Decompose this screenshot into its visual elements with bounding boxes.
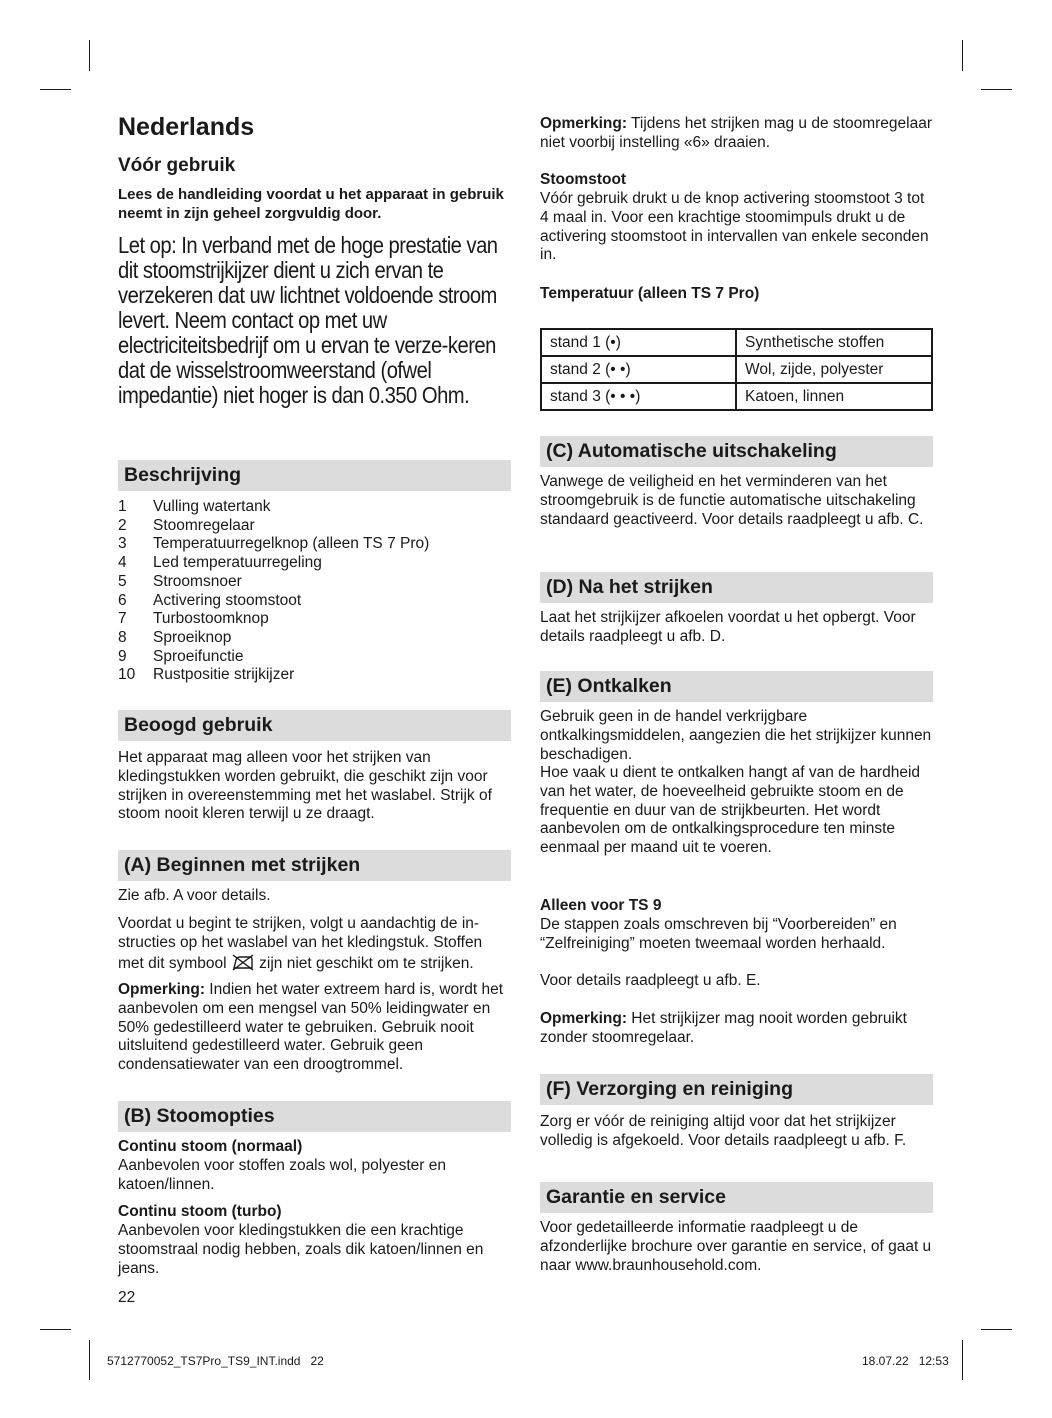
crop-mark: [89, 40, 90, 71]
temp-fabric: Synthetische stoffen: [736, 329, 932, 356]
temp-setting: stand 3 (• • •): [541, 383, 736, 410]
item-number: 9: [118, 647, 127, 665]
intro-bold-text: Lees de handleiding voordat u het apparaat in gebruik neemt in zijn geheel zorgvuldig door.: [118, 186, 504, 222]
ontkalken-text1: Gebruik geen in de handel verkrijgbare ontkalkingsmiddelen, aangezien die het strijkijzer kunnen beschadigen.: [540, 708, 932, 763]
section-header-stoomopties: [118, 1101, 511, 1132]
item-label: Activering stoomstoot: [153, 591, 302, 609]
item-label: Temperatuurregelknop (alleen TS 7 Pro): [153, 535, 430, 553]
temp-setting: stand 1 (•): [541, 329, 736, 356]
crop-mark: [89, 1340, 90, 1380]
note-label: Opmerking:: [540, 1010, 627, 1027]
note-text: Het strijkijzer mag nooit worden gebruikt zonder stoomregelaar.: [540, 1010, 907, 1046]
note-label: Opmerking:: [118, 981, 205, 998]
section-heading: (D) Na het strijken: [546, 576, 713, 598]
section-header-na: [540, 572, 933, 603]
list-item: [118, 517, 511, 536]
section-subtitle: Vóór gebruik: [118, 155, 236, 176]
beginnen-p2-text: Voordat u begint te strijken, volgt u aandachtig de in-structies op het waslabel van het kledingstuk. Stoffen met dit symbool: [118, 915, 483, 972]
stoom-sub1: Continu stoom (normaal): [118, 1138, 303, 1155]
note-text: Tijdens het strijken mag u de stoomregelaar niet voorbij instelling «6» draaien.: [540, 115, 932, 151]
no-ironing-icon: [231, 953, 255, 971]
parts-list: [118, 498, 511, 685]
section-heading: Garantie en service: [546, 1186, 726, 1208]
stoom-text2: Aanbevolen voor kledingstukken die een krachtige stoomstraal nodig hebben, zoals dik katoen/linnen en jeans.: [118, 1222, 484, 1277]
item-label: Rustpositie strijkijzer: [153, 666, 295, 684]
item-label: Vulling watertank: [153, 498, 271, 515]
beginnen-p1: Zie afb. A voor details.: [118, 887, 271, 904]
note-text: Indien het water extreem hard is, wordt het aanbevolen om een mengsel van 50% leidingwater en 50% gedestilleerd water te gebruiken. Gebruik nooit uitsluitend gedestilleerd water. Gebruik geen condensatiewater van een droogtrommel.: [118, 981, 504, 1074]
stoom-sub2: Continu stoom (turbo): [118, 1203, 282, 1220]
list-item: [118, 535, 511, 554]
stoomstoot-heading: Stoomstoot: [540, 171, 627, 188]
item-number: 2: [118, 516, 127, 534]
item-number: 5: [118, 572, 127, 590]
temp-heading: Temperatuur (alleen TS 7 Pro): [540, 285, 760, 302]
item-number: 6: [118, 591, 127, 609]
item-number: 7: [118, 610, 127, 628]
na-text: Laat het strijkijzer afkoelen voordat u het opbergt. Voor details raadpleegt u afb. D.: [540, 609, 916, 645]
ontkalken-note: [540, 1010, 933, 1048]
crop-mark: [40, 1329, 71, 1330]
section-header-beschrijving: [118, 460, 511, 491]
item-label: Led temperatuurregeling: [153, 554, 322, 572]
temp-fabric: Katoen, linnen: [736, 383, 932, 410]
garantie-text: Voor gedetailleerde informatie raadpleegt u de afzonderlijke brochure over garantie en service, of gaat u naar www.braunhousehold.com.: [540, 1219, 932, 1274]
table-row: [541, 383, 932, 410]
item-number: 10: [118, 666, 136, 684]
beginnen-p2-text-end: zijn niet geschikt om te strijken.: [259, 954, 474, 972]
section-header-beoogd: [118, 710, 511, 741]
beginnen-note: [118, 981, 511, 1075]
list-item: [118, 554, 511, 573]
section-heading: (A) Beginnen met strijken: [124, 854, 361, 876]
item-number: 4: [118, 554, 127, 572]
item-label: Sproeiknop: [153, 628, 232, 646]
beginnen-p2: [118, 915, 511, 973]
temperature-table: [540, 328, 933, 411]
stoomstoot-text: Vóór gebruik drukt u de knop activering stoomstoot 3 tot 4 maal in. Voor een krachtige stoomimpuls drukt u de activering stoomstoot in intervallen van enkele seconden in.: [540, 190, 929, 264]
table-row: [541, 329, 932, 356]
page-number: 22: [118, 1289, 136, 1306]
section-header-garantie: [540, 1182, 933, 1213]
item-label: Turbostoomknop: [153, 610, 269, 628]
item-label: Sproeifunctie: [153, 647, 244, 665]
verzorging-text: Zorg er vóór de reiniging altijd voor dat het strijkijzer volledig is afgekoeld. Voor details raadpleegt u afb. F.: [540, 1113, 907, 1149]
item-label: Stoomregelaar: [153, 516, 255, 534]
footer-file-name: 5712770052_TS7Pro_TS9_INT.indd 22: [107, 1354, 324, 1368]
temp-fabric: Wol, zijde, polyester: [736, 356, 932, 383]
section-heading: (B) Stoomopties: [124, 1105, 275, 1127]
footer-date-time: 18.07.22 12:53: [862, 1354, 949, 1368]
ontkalken-sub: Alleen voor TS 9: [540, 897, 662, 914]
section-heading: (C) Automatische uitschakeling: [546, 440, 837, 462]
table-row: [541, 356, 932, 383]
list-item: [118, 592, 511, 611]
section-header-auto: [540, 436, 933, 467]
item-number: 8: [118, 628, 127, 646]
section-header-beginnen: [118, 850, 511, 881]
section-heading: (F) Verzorging en reiniging: [546, 1078, 794, 1100]
note-label: Opmerking:: [540, 115, 627, 132]
item-number: 1: [118, 498, 127, 515]
section-header-verzorging: [540, 1074, 933, 1105]
steam-note: [540, 115, 933, 153]
warning-text: Let op: In verband met de hoge prestatie van dit stoomstrijkijzer dient u zich ervan te verzekeren dat uw lichtnet voldoende stroom levert. Neem contact op met uw electriciteitsbedrijf om u ervan te verze-keren dat de wisselstroomweerstand (ofwel impedantie) niet hoger is dan 0.350 Ohm.: [118, 232, 498, 408]
section-heading: Beschrijving: [124, 464, 242, 486]
ontkalken-text3: De stappen zoals omschreven bij “Voorbereiden” en “Zelfreiniging” moeten tweemaal worden herhaald.: [540, 916, 897, 952]
list-item: [118, 573, 511, 592]
ontkalken-text4: Voor details raadpleegt u afb. E.: [540, 972, 761, 989]
crop-mark: [981, 1329, 1012, 1330]
list-item: [118, 610, 511, 629]
section-heading: Beoogd gebruik: [124, 714, 273, 736]
beoogd-text: Het apparaat mag alleen voor het strijken van kledingstukken worden gebruikt, die geschikt zijn voor strijken in overeenstemming met het waslabel. Strijk of stoom nooit kleren terwijl u ze draagt.: [118, 749, 492, 823]
list-item: [118, 666, 511, 685]
crop-mark: [962, 1340, 963, 1380]
section-heading: (E) Ontkalken: [546, 675, 672, 697]
section-header-ontkalken: [540, 671, 933, 702]
temp-setting: stand 2 (• •): [541, 356, 736, 383]
crop-mark: [40, 89, 71, 90]
stoom-text1: Aanbevolen voor stoffen zoals wol, polyester en katoen/linnen.: [118, 1157, 446, 1193]
crop-mark: [962, 40, 963, 71]
auto-text: Vanwege de veiligheid en het verminderen van het stroomgebruik is de functie automatische uitschakeling standaard geactiveerd. Voor details raadpleegt u afb. C.: [540, 473, 924, 528]
list-item: [118, 498, 511, 517]
item-label: Stroomsnoer: [153, 572, 242, 590]
crop-mark: [981, 89, 1012, 90]
list-item: [118, 629, 511, 648]
list-item: [118, 648, 511, 667]
item-number: 3: [118, 535, 127, 553]
ontkalken-text2: Hoe vaak u dient te ontkalken hangt af van de hardheid van het water, de hoeveelheid gebruikte stoom en de frequentie en duur van de strijkbeurten. Het wordt aanbevolen om de ontkalkingsprocedure ten minste eenmaal per maand uit te voeren.: [540, 764, 921, 857]
page-title: Nederlands: [118, 113, 255, 141]
